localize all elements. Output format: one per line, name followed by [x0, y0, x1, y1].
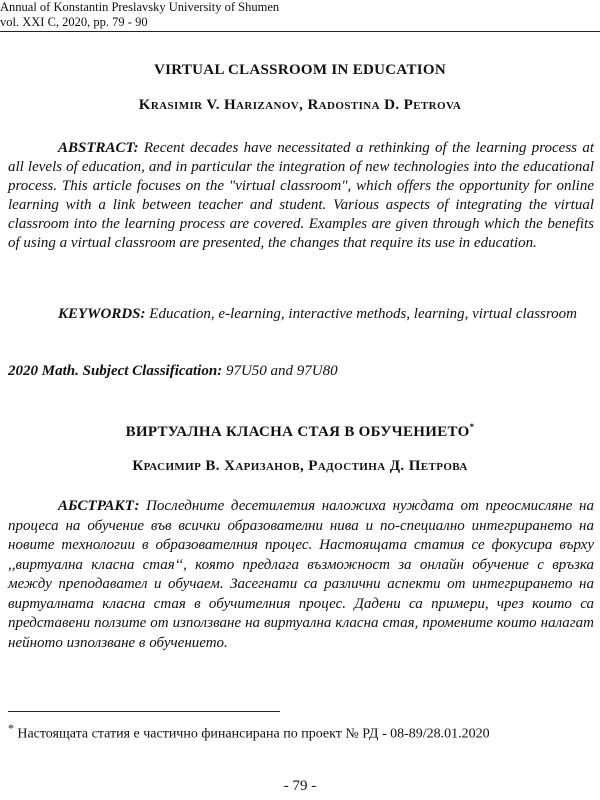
- english-abstract: [8, 139, 594, 253]
- abstract-label: ABSTRACT:: [58, 140, 139, 156]
- journal-name: Annual of Konstantin Preslavsky University of Shumen: [0, 0, 280, 14]
- footnote-mark: *: [8, 722, 14, 735]
- header-rule: [0, 31, 600, 32]
- bulgarian-abstract: [8, 497, 594, 653]
- footnote-rule: [8, 711, 280, 712]
- subject-classification: [8, 363, 594, 380]
- msc-label: 2020 Math. Subject Classification:: [8, 363, 223, 379]
- abstract-text: Recent decades have necessitated a rethinking of the learning process at all levels of education, and in particular the integration of new technologies into the educational process. This article focuses on the "virtual classroom", which offers the opportunity for online learning with a link between teacher and student. Various aspects of integrating the virtual classroom into the learning process are covered. Examples are given through which the benefits of using a virtual classroom are presented, the changes that require its use in education.: [8, 140, 594, 251]
- english-authors: Krasimir V. Harizanov, Radostina D. Petrova: [138, 97, 462, 113]
- volume-info: vol. XXI C, 2020, pp. 79 - 90: [0, 15, 148, 29]
- bulgarian-title-text: ВИРТУАЛНА КЛАСНА СТАЯ В ОБУЧЕНИЕТО: [125, 424, 470, 440]
- keywords-text: Education, e-learning, interactive methods, learning, virtual classroom: [145, 306, 577, 322]
- page-number: - 79 -: [283, 778, 317, 794]
- keywords-label: KEYWORDS:: [58, 306, 146, 322]
- bulgarian-authors: Красимир В. Харизанов, Радостина Д. Петрова: [132, 458, 468, 474]
- footnote: [8, 720, 588, 744]
- english-title: VIRTUAL CLASSROOM IN EDUCATION: [154, 62, 446, 78]
- bulgarian-abstract-label: АБСТРАКТ:: [58, 498, 140, 514]
- bulgarian-abstract-text: Последните десетилетия наложиха нуждата от преосмисляне на процеса на обучение във всички образователни нива и по-специално интегрирането на новите технологии в образователния процес. Настоящата статия се фокусира върху ,,виртуална класна стая‘‘, която предлага възможност за онлайн обучение с връзка между преподавател и обучаем. Засегнати са различни аспекти от интегрирането на виртуалната класна стая в обучителния процес. Дадени са примери, чрез които са представени ползите от използване на виртуална класна стая, промените които налагат нейното използване в обучението.: [8, 498, 594, 651]
- keywords: [8, 305, 594, 324]
- footnote-text: Настоящата статия е частично финансирана по проект № РД - 08-89/28.01.2020: [13, 726, 490, 742]
- footnote-marker: *: [469, 422, 475, 432]
- bulgarian-title: [0, 422, 600, 441]
- msc-text: 97U50 and 97U80: [222, 363, 338, 379]
- running-header: [0, 0, 279, 30]
